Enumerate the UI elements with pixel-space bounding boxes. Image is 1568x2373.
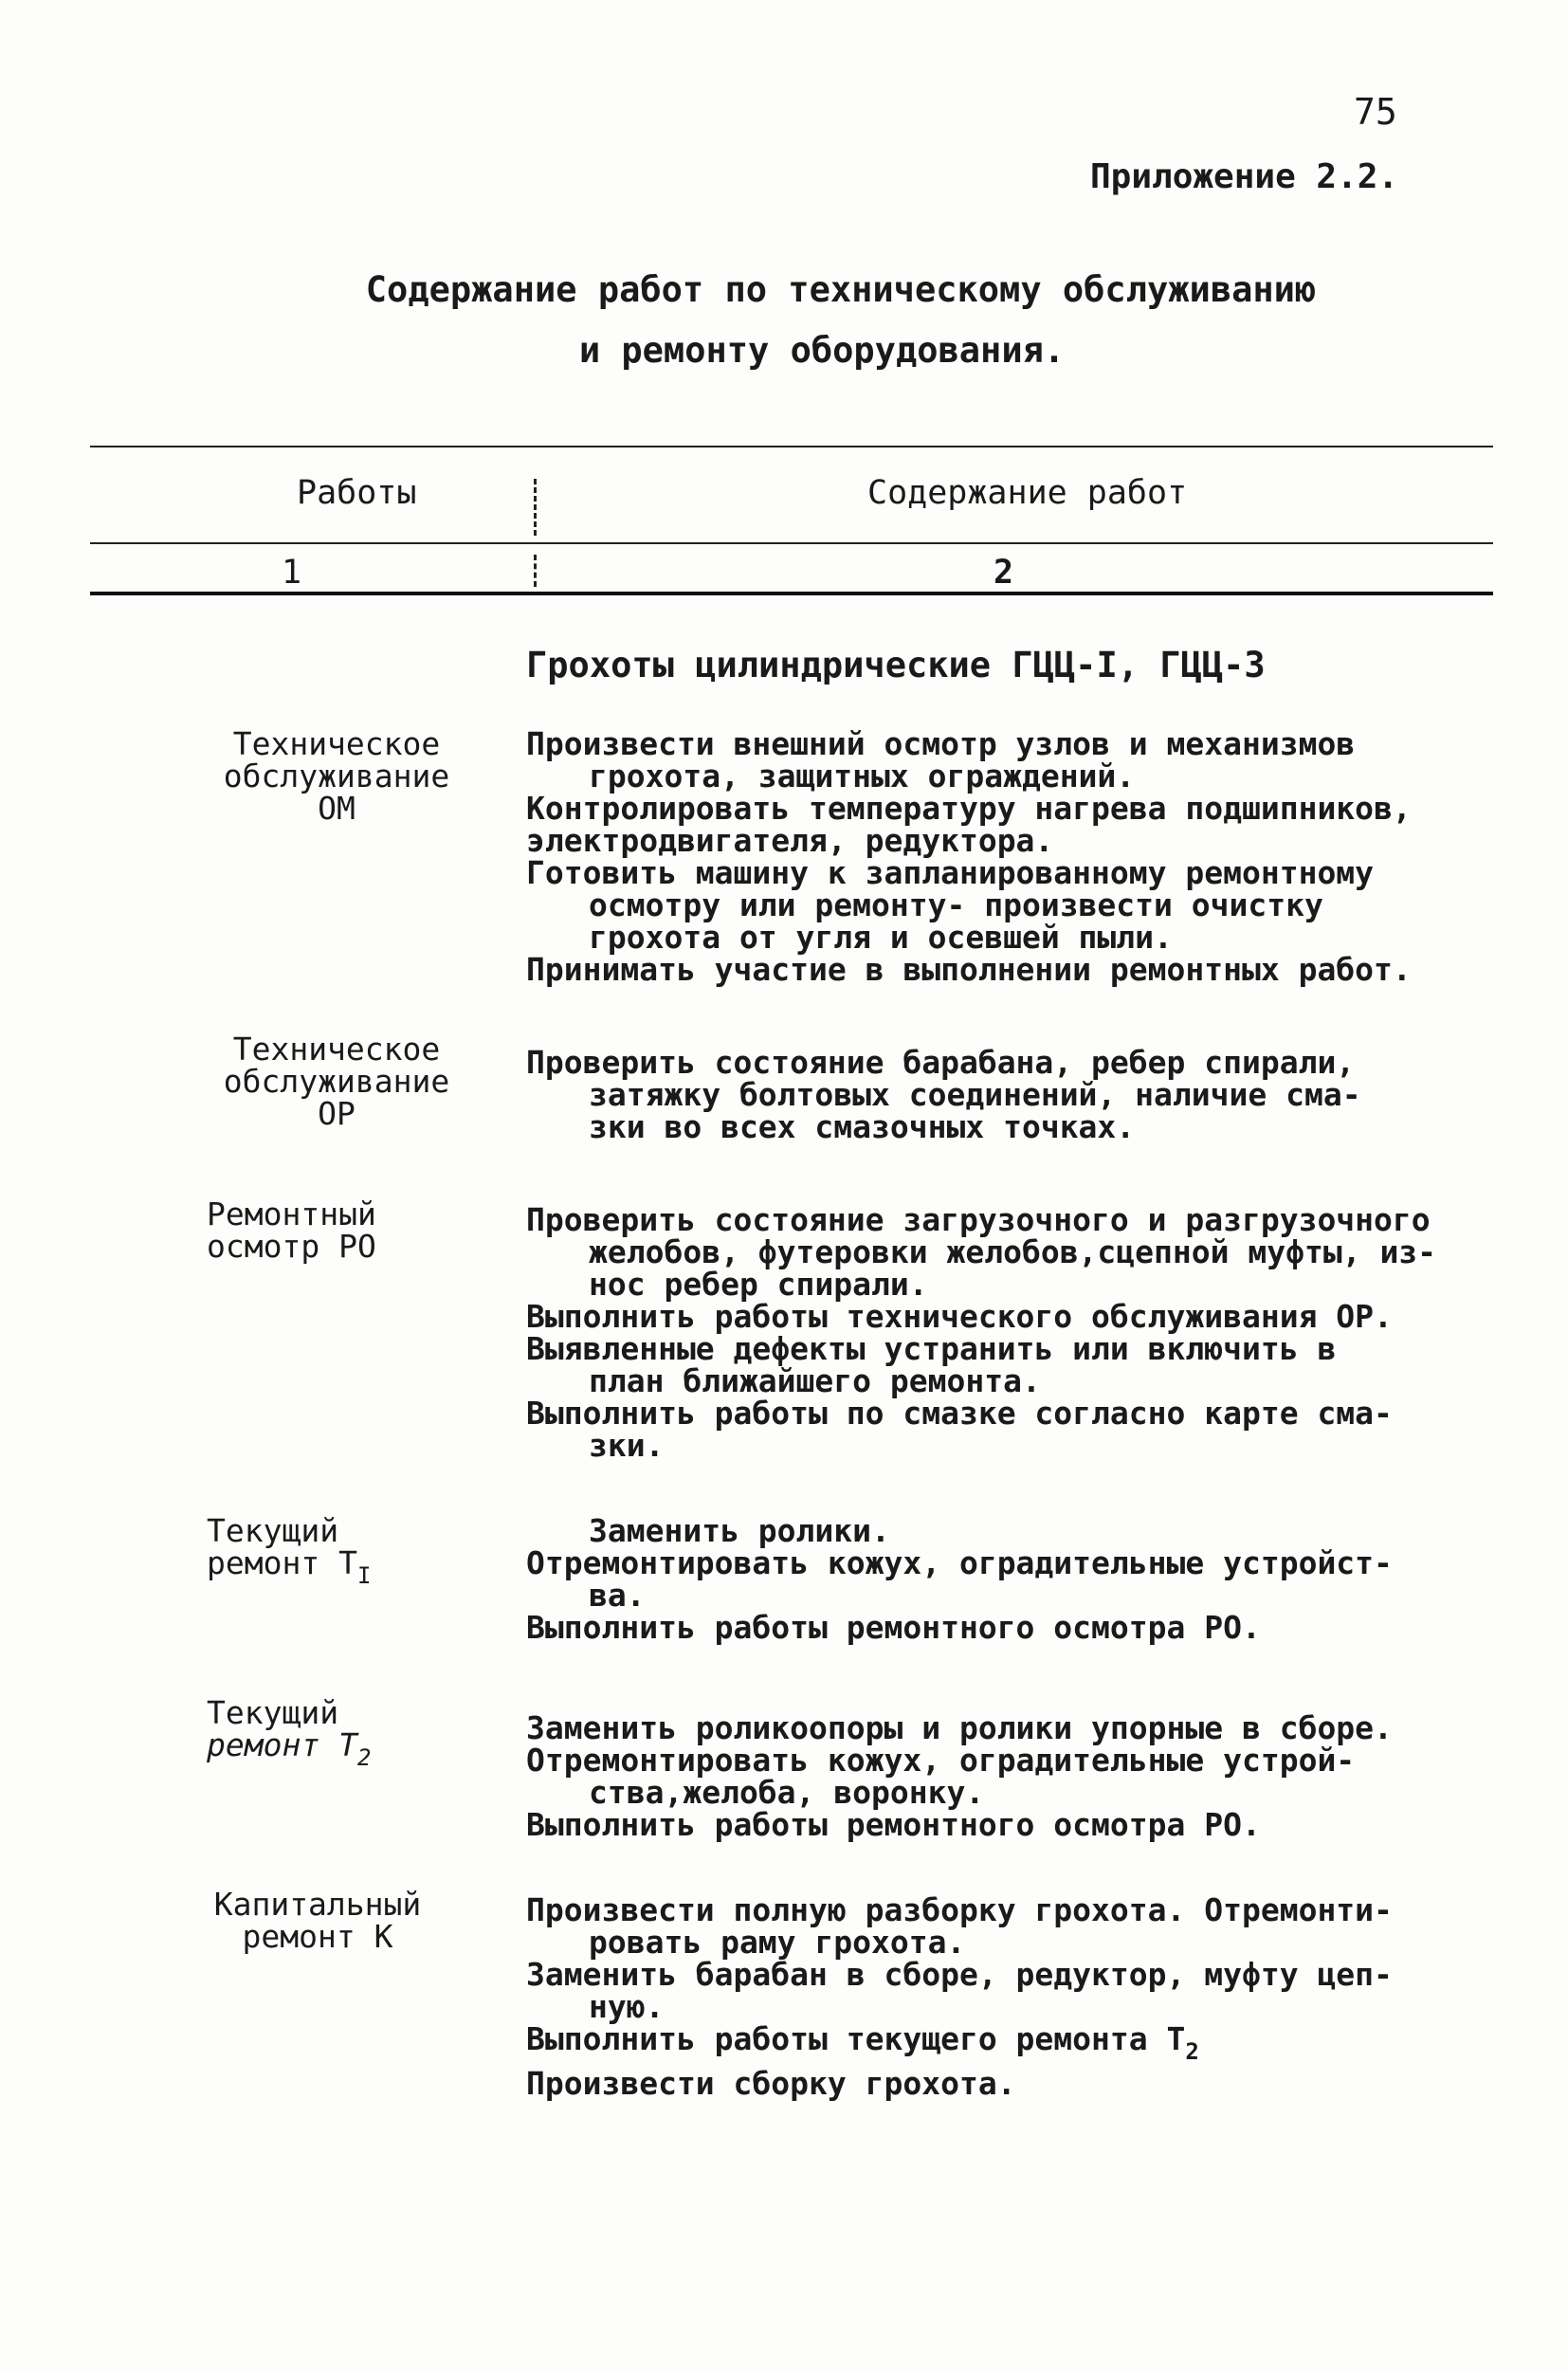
- work-cell-tech-service-or: [180, 1033, 493, 1130]
- work-cell-current-repair-t2: [140, 1694, 520, 1774]
- work-text: ремонт $Т_I$: [207, 1544, 372, 1589]
- column-number-1: 1: [282, 554, 302, 592]
- item-line: зки.: [589, 1427, 665, 1464]
- item-line: Принимать участие в выполнении ремонтных работ.: [526, 951, 1412, 988]
- item-line: затяжку болтовых соединений, наличие сма-: [589, 1076, 1361, 1113]
- item-line: ровать раму грохота.: [589, 1924, 966, 1961]
- work-text: ОР: [318, 1095, 356, 1132]
- column-separator-num: [534, 555, 537, 587]
- content-cell-tech-service-om: [526, 725, 1512, 988]
- item-line: ства,желоба, воронку.: [589, 1774, 985, 1811]
- list-item: [526, 1544, 1512, 1614]
- page-title-line-1: Содержание работ по техническому обслуживанию: [365, 269, 1317, 310]
- item-line: Заменить роликоопоры и ролики упорные в сборе.: [526, 1709, 1393, 1746]
- item-line: желобов, футеровки желобов,сцепной муфты, из-: [589, 1233, 1437, 1270]
- appendix-label: Приложение 2.2.: [1090, 157, 1399, 196]
- item-line: Отремонтировать кожух, оградительные устройст-: [526, 1544, 1393, 1581]
- item-line: Выявленные дефекты устранить или включить в: [526, 1330, 1337, 1367]
- item-line: нос ребер спирали.: [589, 1266, 928, 1303]
- work-text: Техническое: [232, 725, 441, 762]
- item-line: ную.: [589, 1988, 665, 2025]
- item-line: электродвигателя, редуктора.: [526, 822, 1054, 859]
- list-item: [526, 1744, 1512, 1809]
- list-item: [526, 2065, 1512, 2102]
- work-text: Техническое: [232, 1031, 441, 1068]
- list-item: [526, 2020, 1512, 2068]
- item-line: Выполнить работы по смазке согласно карте сма-: [526, 1395, 1393, 1432]
- work-text: обслуживание: [223, 1063, 450, 1100]
- work-cell-repair-inspection-ro: [140, 1198, 520, 1263]
- list-item: [526, 725, 1512, 794]
- item-line: Заменить ролики.: [589, 1512, 890, 1549]
- content-cell-current-repair-t1: [526, 1512, 1512, 1646]
- work-cell-capital-repair-k: [161, 1886, 474, 1955]
- content-cell-capital-repair-k: [526, 1891, 1512, 2102]
- work-text: осмотр РО: [207, 1228, 376, 1265]
- item-line: зки во всех смазочных точках.: [589, 1108, 1136, 1145]
- list-item: [526, 1044, 1512, 1145]
- list-item: [526, 1806, 1512, 1843]
- column-number-2: 2: [994, 554, 1014, 592]
- section-title: Грохоты цилиндрические ГЦЦ-I, ГЦЦ-3: [526, 645, 1266, 685]
- item-line: Выполнить работы ремонтного осмотра РО.: [526, 1806, 1261, 1843]
- list-item: [526, 1330, 1512, 1399]
- list-item: [526, 790, 1512, 859]
- item-line: Произвести внешний осмотр узлов и механизмов: [526, 725, 1356, 762]
- list-item: [526, 1298, 1512, 1335]
- table-top-rule: [90, 446, 1493, 447]
- work-cell-current-repair-t1: [140, 1512, 520, 1592]
- work-text: обслуживание: [223, 758, 450, 794]
- list-item: [526, 951, 1512, 988]
- item-line: грохота, защитных ограждений.: [589, 758, 1136, 794]
- list-item: [526, 1891, 1512, 1961]
- page-number: 75: [1354, 91, 1397, 133]
- list-item: [526, 1609, 1512, 1646]
- item-line: Произвести сборку грохота.: [526, 2065, 1016, 2102]
- item-line: Проверить состояние барабана, ребер спирали,: [526, 1044, 1356, 1081]
- item-line: Проверить состояние загрузочного и разгрузочного: [526, 1201, 1431, 1238]
- item-line: Контролировать температуру нагрева подшипников,: [526, 790, 1412, 827]
- work-text: ремонт $Т_2$: [207, 1726, 372, 1771]
- list-item: [526, 1201, 1512, 1303]
- work-cell-tech-service-om: [180, 725, 493, 827]
- list-item: [526, 1397, 1512, 1462]
- work-text: Ремонтный: [207, 1196, 376, 1232]
- work-text: ОМ: [318, 790, 356, 827]
- work-text: Капитальный: [213, 1886, 422, 1923]
- column-header-content: Содержание работ: [867, 474, 1188, 512]
- work-text: Текущий: [207, 1694, 339, 1731]
- item-line: грохота от угля и осевшей пыли.: [589, 919, 1173, 956]
- item-line: Выполнить работы ремонтного осмотра РО.: [526, 1609, 1261, 1646]
- item-line: Выполнить работы технического обслуживания ОР.: [526, 1298, 1393, 1335]
- item-line: Отремонтировать кожух, оградительные устрой-: [526, 1742, 1356, 1779]
- list-item: [526, 1512, 1512, 1549]
- column-header-works: Работы: [297, 474, 417, 512]
- item-line: Заменить барабан в сборе, редуктор, муфту цеп-: [526, 1956, 1393, 1993]
- content-cell-tech-service-or: [526, 1044, 1512, 1145]
- item-line: Выполнить работы текущего ремонта $Т_2$: [526, 2020, 1199, 2065]
- table-number-rule: [90, 592, 1493, 595]
- item-line: Произвести полную разборку грохота. Отремонти-: [526, 1891, 1393, 1928]
- item-line: план ближайшего ремонта.: [589, 1362, 1041, 1399]
- item-line: ва.: [589, 1577, 646, 1614]
- work-text: Текущий: [207, 1512, 339, 1549]
- page-title-line-2: и ремонту оборудования.: [578, 330, 1066, 371]
- table-header-rule: [90, 542, 1493, 544]
- list-item: [526, 854, 1512, 956]
- content-cell-repair-inspection-ro: [526, 1201, 1512, 1464]
- item-line: осмотру или ремонту- произвести очистку: [589, 886, 1323, 923]
- column-separator: [534, 479, 537, 536]
- work-text: ремонт К: [242, 1918, 393, 1955]
- item-line: Готовить машину к запланированному ремонтному: [526, 854, 1375, 891]
- list-item: [526, 1709, 1512, 1746]
- list-item: [526, 1956, 1512, 2025]
- content-cell-current-repair-t2: [526, 1709, 1512, 1843]
